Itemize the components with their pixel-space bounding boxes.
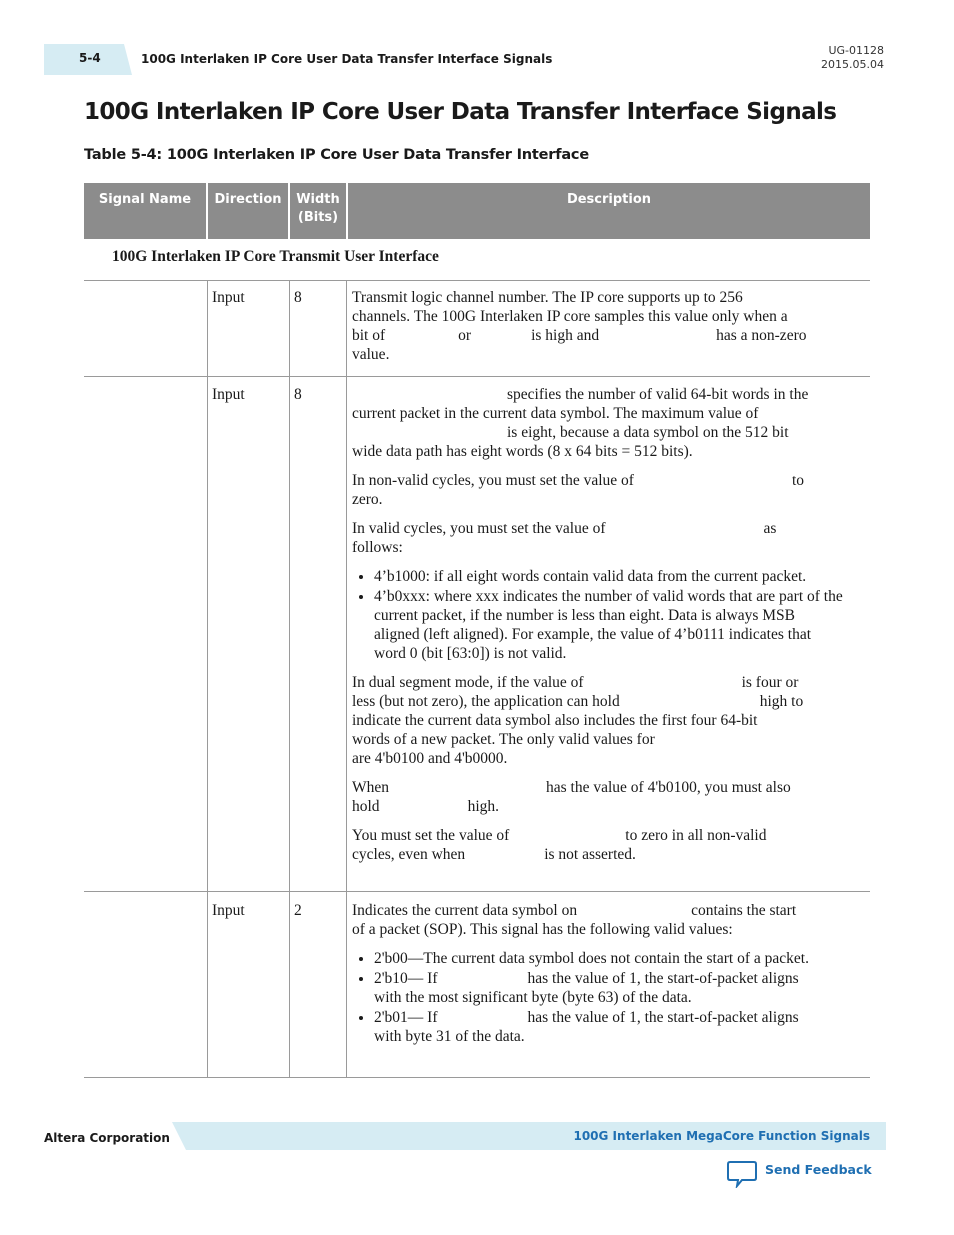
page-number: 5-4 [79,51,101,65]
row-divider [84,1077,870,1078]
chapter-link[interactable]: 100G Interlaken MegaCore Function Signals [573,1129,870,1143]
column-divider [346,280,347,1078]
row2-width: 8 [294,386,302,403]
row1-direction: Input [212,289,245,306]
row-divider [84,891,870,892]
feedback-icon[interactable] [727,1160,757,1188]
col-description: Description [566,192,652,207]
table-header [84,183,870,239]
doc-info [821,44,884,72]
company-name: Altera Corporation [44,1131,170,1145]
table-caption: Table 5-4: 100G Interlaken IP Core User Data Transfer Interface [84,147,589,163]
list-item: • 4’b1000: if all eight words contain valid data from the current packet. [374,567,844,586]
list-item: • 2'b01— If has the value of 1, the start-of-packet aligns with byte 31 of the data. [374,1008,844,1046]
row1-width: 8 [294,289,302,306]
section-heading: 100G Interlaken IP Core Transmit User Interface [112,248,439,265]
send-feedback-link[interactable]: Send Feedback [765,1162,872,1177]
row-divider [84,376,870,377]
row2-description: specifies the number of valid 64-bit words in the current packet in the current data symbol. The maximum value of is eight, because a data symbol on the 512 bit wide data path has eight words (8 x 64 bits = 512 bits). In non-valid cycles, you must set the value of to zero. In valid cycles, you must set the value of as follows: • 4’b1000: if all eight words contain valid data from the current packet. • 4’b0xxx: where xxx indicates the number of valid words that are part of the current packet, if the number is less than eight. Data is always MSB aligned (left aligned). For example, the value of 4’b0111 indicates that word 0 (bit [63:0]) is not valid. In dual segment mode, if the value of is four or less (but not zero), the application can hold high to indicate the current data symbol also includes the first four 64-bit words of a new packet. The only valid values for are 4'b0100 and 4'b0000. When has the value of 4'b0100, you must also hold high. You must set the value of to zero in all non-valid cycles, even when is not asserted. [352,385,844,874]
column-divider [207,280,208,1078]
row2-bullet-list [352,567,844,663]
list-item: • 2'b10— If has the value of 1, the start-of-packet aligns with the most significant byte (byte 63) of the data. [374,969,844,1007]
list-item: • 2'b00—The current data symbol does not contain the start of a packet. [374,949,844,968]
page-title: 100G Interlaken IP Core User Data Transfer Interface Signals [84,99,837,125]
col-signal-name: Signal Name [98,192,192,207]
row3-width: 2 [294,902,302,919]
row3-direction: Input [212,902,245,919]
col-direction: Direction [214,192,282,207]
row3-bullet-list [352,949,844,1046]
doc-id: UG-01128 [828,44,884,57]
col-width: Width (Bits) [296,192,340,225]
row2-direction: Input [212,386,245,403]
row1-description: Transmit logic channel number. The IP core supports up to 256 channels. The 100G Interlaken IP core samples this value only when a bit of or is high and has a non-zero value. [352,289,807,363]
list-item: • 4’b0xxx: where xxx indicates the number of valid words that are part of the current packet, if the number is less than eight. Data is always MSB aligned (left aligned). For example, the value of 4’b0111 indicates that word 0 (bit [63:0]) is not valid. [374,587,844,663]
row3-description: Indicates the current data symbol on contains the start of a packet (SOP). This signal has the following valid values: • 2'b00—The current data symbol does not contain the start of a packet. • 2'b10— If has the value of 1, the start-of-packet aligns with the most significant byte (byte 63) of the data. • 2'b01— If has the value of 1, the start-of-packet aligns with byte 31 of the data. [352,901,844,1056]
row-divider [84,280,870,281]
column-divider [289,280,290,1078]
running-title: 100G Interlaken IP Core User Data Transfer Interface Signals [141,52,553,66]
doc-date: 2015.05.04 [821,58,884,71]
